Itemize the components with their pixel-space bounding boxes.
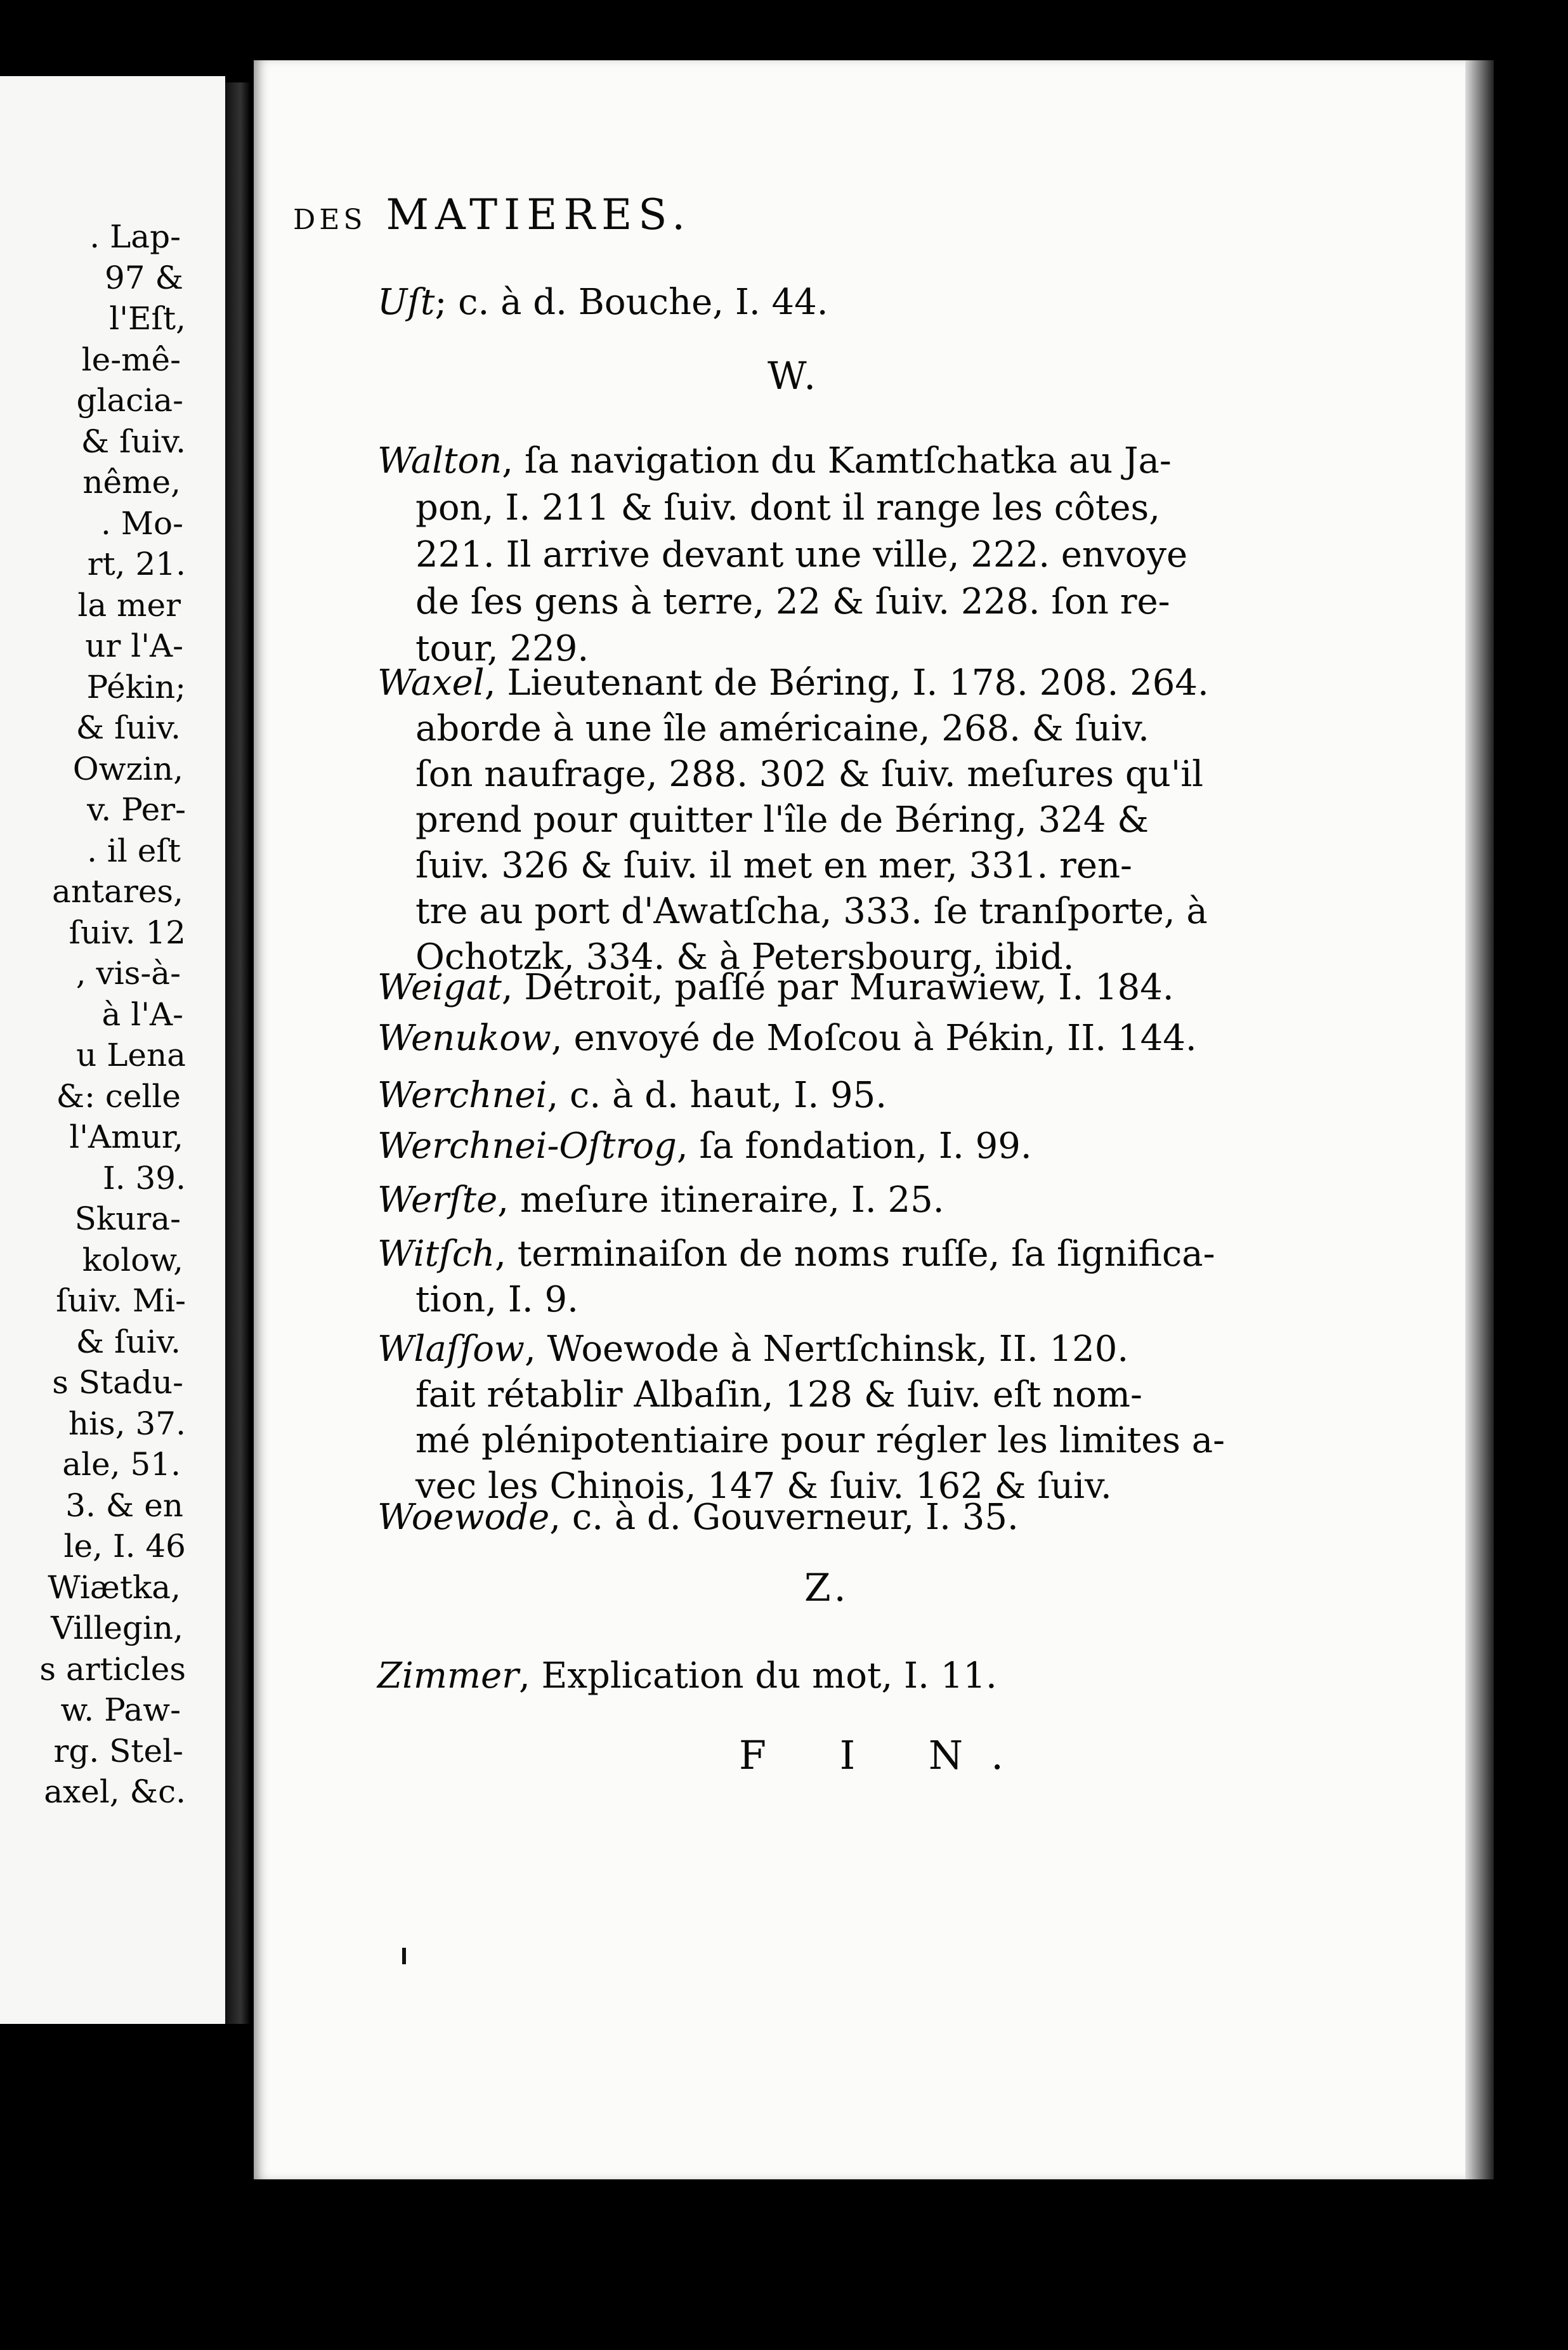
left-facing-page — [0, 76, 225, 2024]
left-page-line: à l'A- — [101, 995, 183, 1033]
gutter-shadow — [225, 82, 251, 2024]
index-entry-witsch — [377, 1231, 1215, 1278]
entry-headword: Zimmer — [377, 1655, 519, 1697]
entry-text: , terminaiſon de noms ruſſe, ſa ſignifica- — [495, 1233, 1215, 1275]
index-entry-continuation — [415, 706, 1149, 752]
left-page-line: axel, &c. — [44, 1773, 186, 1810]
left-page-line: I. 39. — [102, 1159, 186, 1197]
index-entry-continuation — [415, 843, 1132, 889]
running-header — [293, 190, 691, 239]
entry-headword: Witſch — [377, 1233, 495, 1275]
left-page-line: & ſuiv. — [75, 1323, 181, 1360]
entry-headword: Weigat — [377, 967, 502, 1008]
left-page-line: . Lap- — [89, 218, 181, 255]
entry-text: tion, I. 9. — [415, 1279, 578, 1320]
header-des: DES — [293, 204, 367, 236]
left-page-line: , vis-à- — [75, 955, 181, 992]
entry-text: pon, I. 211 & ſuiv. dont il range les côtes, — [415, 487, 1161, 528]
fin-mark: F I N. — [739, 1732, 1034, 1778]
left-page-line: l'Eſt, — [109, 300, 186, 337]
index-entry-zimmer — [377, 1653, 997, 1700]
entry-text: fait rétablir Albaſin, 128 & ſuiv. eſt nom- — [415, 1374, 1142, 1415]
index-entry-continuation — [415, 797, 1149, 844]
entry-text: ſon naufrage, 288. 302 & ſuiv. meſures qu'il — [415, 754, 1204, 795]
page-edge-shadow — [1465, 60, 1494, 2179]
entry-headword: Wlaſſow — [377, 1329, 525, 1370]
left-page-line: le-mê- — [81, 341, 181, 378]
section-letter-w: W. — [768, 354, 820, 398]
entry-headword: Walton — [377, 440, 502, 482]
entry-text: prend pour quitter l'île de Béring, 324 & — [415, 799, 1149, 841]
left-page-line: s articles — [39, 1650, 186, 1688]
entry-headword: Werchnei — [377, 1075, 547, 1116]
index-entry-continuation — [415, 888, 1208, 935]
left-page-line: rg. Stel- — [53, 1732, 183, 1769]
entry-text: , meſure itineraire, I. 25. — [497, 1179, 944, 1221]
index-entry-continuation — [415, 1417, 1225, 1464]
index-entry-waxel — [377, 660, 1209, 707]
entry-text: aborde à une île américaine, 268. & ſuiv. — [415, 708, 1149, 749]
entry-text: , Explication du mot, I. 11. — [518, 1655, 997, 1697]
index-entry-continuation — [415, 751, 1203, 798]
index-entry-weigat — [377, 964, 1174, 1011]
left-page-line: Pékin; — [86, 668, 186, 706]
left-page-line: 97 & — [104, 259, 183, 296]
index-entry-woewode — [377, 1494, 1019, 1541]
entry-text: , c. à d. Gouverneur, I. 35. — [549, 1497, 1019, 1538]
index-entry-werste — [377, 1177, 944, 1224]
left-page-line: u Lena — [76, 1037, 186, 1073]
entry-text: , Woewode à Nertſchinsk, II. 120. — [524, 1329, 1129, 1370]
left-page-line: kolow, — [82, 1241, 183, 1278]
entry-text: , Lieutenant de Béring, I. 178. 208. 264. — [484, 662, 1209, 704]
left-page-line: v. Per- — [87, 791, 186, 828]
left-page-line: s Stadu- — [52, 1364, 183, 1401]
left-page-line: l'Amur, — [69, 1119, 183, 1155]
left-page-line: . il eſt — [87, 832, 181, 869]
entry-text: mé plénipotentiaire pour régler les limites a- — [415, 1420, 1225, 1461]
left-page-line: Skura- — [74, 1200, 181, 1237]
left-page-line: ſuiv. 12 — [69, 914, 186, 951]
header-title: MATIERES. — [386, 190, 692, 239]
entry-text: de ſes gens à terre, 22 & ſuiv. 228. ſon re- — [415, 581, 1170, 622]
page-tick-mark — [402, 1948, 406, 1964]
entry-text: , Détroit, paſſé par Murawiew, I. 184. — [501, 967, 1174, 1008]
index-entry-werchnei-ostrog — [377, 1123, 1032, 1170]
entry-text: 221. Il arrive devant une ville, 222. envoye — [415, 534, 1188, 575]
left-page-line: Villegin, — [51, 1610, 183, 1646]
left-page-line: nême, — [82, 464, 181, 501]
index-entry-werchnei — [377, 1072, 887, 1119]
entry-text: tre au port d'Awatſcha, 333. ſe tranſporte, à — [415, 891, 1208, 932]
left-page-line: Owzin, — [72, 750, 183, 787]
index-entry-continuation — [415, 1277, 578, 1323]
entry-headword: Werſte — [377, 1179, 498, 1221]
left-page-line: &: celle — [56, 1077, 181, 1115]
section-letter-z: Z. — [804, 1566, 850, 1610]
entry-text: tour, 229. — [415, 628, 589, 669]
left-page-line: rt, 21. — [87, 546, 186, 582]
left-page-line: w. Paw- — [60, 1691, 181, 1728]
index-page — [254, 60, 1465, 2179]
left-page-line: Wiætka, — [48, 1568, 181, 1606]
index-entry-walton — [377, 438, 1172, 485]
entry-headword: Woewode — [377, 1497, 550, 1538]
index-entry-continuation — [415, 1372, 1142, 1419]
left-page-line: ale, 51. — [62, 1446, 181, 1483]
entry-text: vec les Chinois, 147 & ſuiv. 162 & ſuiv. — [415, 1466, 1112, 1507]
entry-text: , ſa fondation, I. 99. — [676, 1126, 1032, 1167]
entry-text: , envoyé de Moſcou à Pékin, II. 144. — [551, 1018, 1197, 1059]
entry-headword: Waxel — [377, 662, 485, 704]
index-entry-wenukow — [377, 1015, 1197, 1062]
left-page-line: glacia- — [76, 382, 183, 419]
left-page-line: . Mo- — [101, 504, 183, 542]
entry-headword: Werchnei-Oſtrog — [377, 1126, 677, 1167]
entry-text: ; c. à d. Bouche, I. 44. — [434, 282, 828, 323]
index-entry-wlassow — [377, 1326, 1128, 1373]
left-page-line: & ſuiv. — [75, 709, 181, 746]
entry-text: , c. à d. haut, I. 95. — [547, 1075, 887, 1116]
left-page-line: 3. & en — [65, 1487, 183, 1524]
entry-text: , ſa navigation du Kamtſchatka au Ja- — [502, 440, 1172, 482]
entry-headword: Uſt — [377, 282, 435, 323]
index-entry-continuation — [415, 485, 1160, 532]
left-page-line: his, 37. — [68, 1405, 186, 1442]
index-entry-continuation — [415, 579, 1170, 626]
entry-text: Ochotzk, 334. & à Petersbourg, ibid. — [415, 936, 1075, 978]
entry-text: ſuiv. 326 & ſuiv. il met en mer, 331. ren- — [415, 845, 1132, 886]
left-page-line: la mer — [77, 586, 181, 624]
left-page-line: antares, — [52, 873, 183, 910]
index-entry-continuation — [415, 532, 1187, 579]
entry-headword: Wenukow — [377, 1018, 551, 1059]
left-page-line: le, I. 46 — [63, 1528, 186, 1565]
index-entry-ust — [377, 279, 828, 326]
left-page-line: ſuiv. Mi- — [56, 1282, 186, 1319]
left-page-line: ur l'A- — [85, 627, 183, 664]
left-page-line: & ſuiv. — [81, 423, 186, 460]
